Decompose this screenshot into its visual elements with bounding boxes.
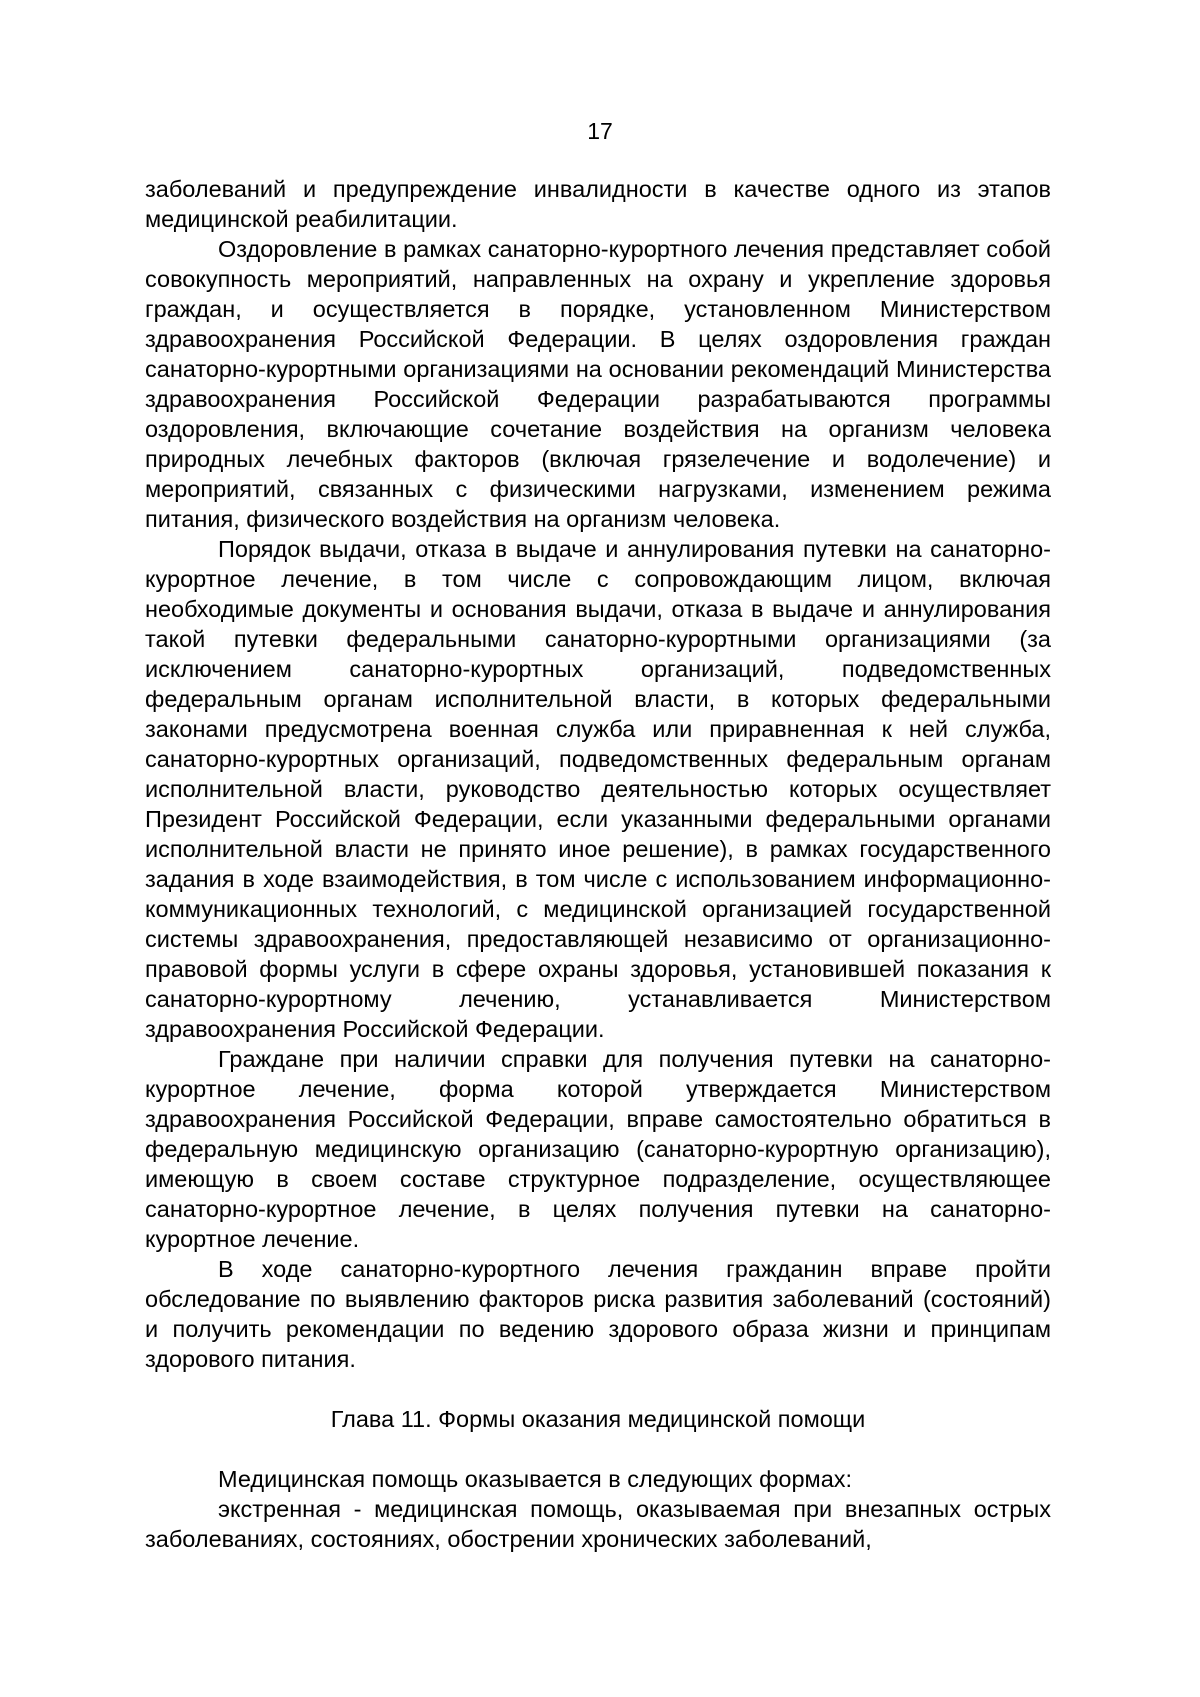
paragraph-examination: В ходе санаторно-курортного лечения гражданин вправе пройти обследование по выявлению факторов риска развития заболеваний (состояний) и получить рекомендации по ведению здорового образа жизни и принципам здорового питания. — [145, 1256, 1051, 1372]
paragraph-voucher-procedure: Порядок выдачи, отказа в выдаче и аннулирования путевки на санаторно-курортное лечение, в том числе с сопровождающим лицом, включая необходимые документы и основания выдачи, отказа в выдаче и аннулирования такой путевки федеральными санаторно-курортными организациями (за исключением санаторно-курортных организаций, подведомственных федеральным органам исполнительной власти, в которых федеральными законами предусмотрена военная служба или приравненная к ней служба, санаторно-курортных организаций, подведомственных федеральным органам исполнительной власти, руководство деятельностью которых осуществляет Президент Российской Федерации, если указанными федеральными органами исполнительной власти не принято иное решение), в рамках государственного задания в ходе взаимодействия, в том числе с использованием информационно-коммуникационных технологий, с медицинской организацией государственной системы здравоохранения, предоставляющей независимо от организационно-правовой формы услуги в сфере охраны здоровья, установившей показания к санаторно-курортному лечению, устанавливается Министерством здравоохранения Российской Федерации. — [145, 536, 1051, 1042]
paragraph-citizens-certificate: Граждане при наличии справки для получения путевки на санаторно-курортное лечение, форма которой утверждается Министерством здравоохранения Российской Федерации, вправе самостоятельно обратиться в федеральную медицинскую организацию (санаторно-курортную организацию), имеющую в своем составе структурное подразделение, осуществляющее санаторно-курортное лечение, в целях получения путевки на санаторно-курортное лечение. — [145, 1046, 1051, 1252]
paragraph-forms-intro: Медицинская помощь оказывается в следующих формах: — [218, 1466, 853, 1492]
paragraph-continuation: заболеваний и предупреждение инвалидности в качестве одного из этапов медицинской реабилитации. — [145, 176, 1051, 232]
document-body — [145, 174, 1051, 1554]
chapter-title: Глава 11. Формы оказания медицинской помощи — [330, 1406, 866, 1432]
page-number: 17 — [587, 118, 613, 144]
paragraph-health-improvement: Оздоровление в рамках санаторно-курортного лечения представляет собой совокупность мероприятий, направленных на охрану и укрепление здоровья граждан, и осуществляется в порядке, установленном Министерством здравоохранения Российской Федерации. В целях оздоровления граждан санаторно-курортными организациями на основании рекомендаций Министерства здравоохранения Российской Федерации разрабатываются программы оздоровления, включающие сочетание воздействия на организм человека природных лечебных факторов (включая грязелечение и водолечение) и мероприятий, связанных с физическими нагрузками, изменением режима питания, физического воздействия на организм человека. — [145, 236, 1051, 532]
paragraph-emergency-form: экстренная - медицинская помощь, оказываемая при внезапных острых заболеваниях, состояниях, обострении хронических заболеваний, — [145, 1496, 1051, 1552]
